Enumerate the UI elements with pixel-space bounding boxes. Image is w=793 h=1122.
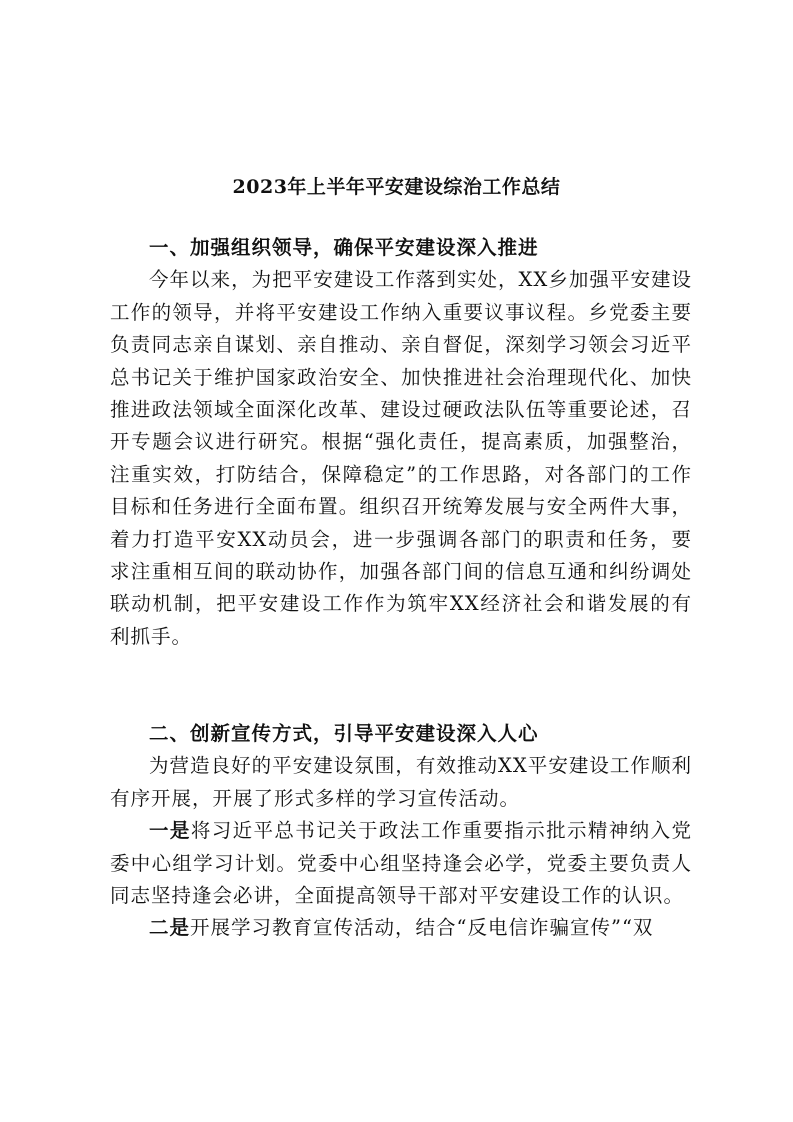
section-2-heading: 二、创新宣传方式，引导平安建设深入人心 (149, 722, 539, 745)
section-1-heading: 一、加强组织领导，确保平安建设深入推进 (149, 236, 539, 259)
item-2-text: 开展学习教育宣传活动，结合“反电信诈骗宣传”“双 (190, 916, 654, 940)
section-1 (110, 232, 692, 653)
section-2 (110, 718, 692, 945)
section-2-item-1 (110, 815, 692, 912)
document-title: 2023年上半年平安建设综治工作总结 (232, 176, 561, 198)
item-1-text: 将习近平总书记关于政法工作重要指示批示精神纳入党委中心组学习计划。党委中心组坚持逢会必学，党委主要负责人同志坚持逢会必讲，全面提高领导干部对平安建设工作的认识。 (110, 819, 692, 908)
item-1-lead: 一是 (149, 819, 191, 843)
item-2-lead: 二是 (149, 916, 191, 940)
section-2-item-2 (110, 912, 692, 944)
section-2-intro: 为营造良好的平安建设氛围，有效推动XX平安建设工作顺利有序开展，开展了形式多样的学习宣传活动。 (110, 754, 692, 810)
section-1-paragraph-1: 今年以来，为把平安建设工作落到实处，XX乡加强平安建设工作的领导，并将平安建设工作纳入重要议事议程。乡党委主要负责同志亲自谋划、亲自推动、亲自督促，深刻学习领会习近平总书记关于维护国家政治安全、加快推进社会治理现代化、加快推进政法领域全面深化改革、建设过硬政法队伍等重要论述，召开专题会议进行研究。根据“强化责任，提高素质，加强整治，注重实效，打防结合，保障稳定”的工作思路，对各部门的工作目标和任务进行全面布置。组织召开统筹发展与安全两件大事，着力打造平安XX动员会，进一步强调各部门的职责和任务，要求注重相互间的联动协作，加强各部门间的信息互通和纠纷调处联动机制，把平安建设工作作为筑牢XX经济社会和谐发展的有利抓手。 (110, 268, 692, 648)
